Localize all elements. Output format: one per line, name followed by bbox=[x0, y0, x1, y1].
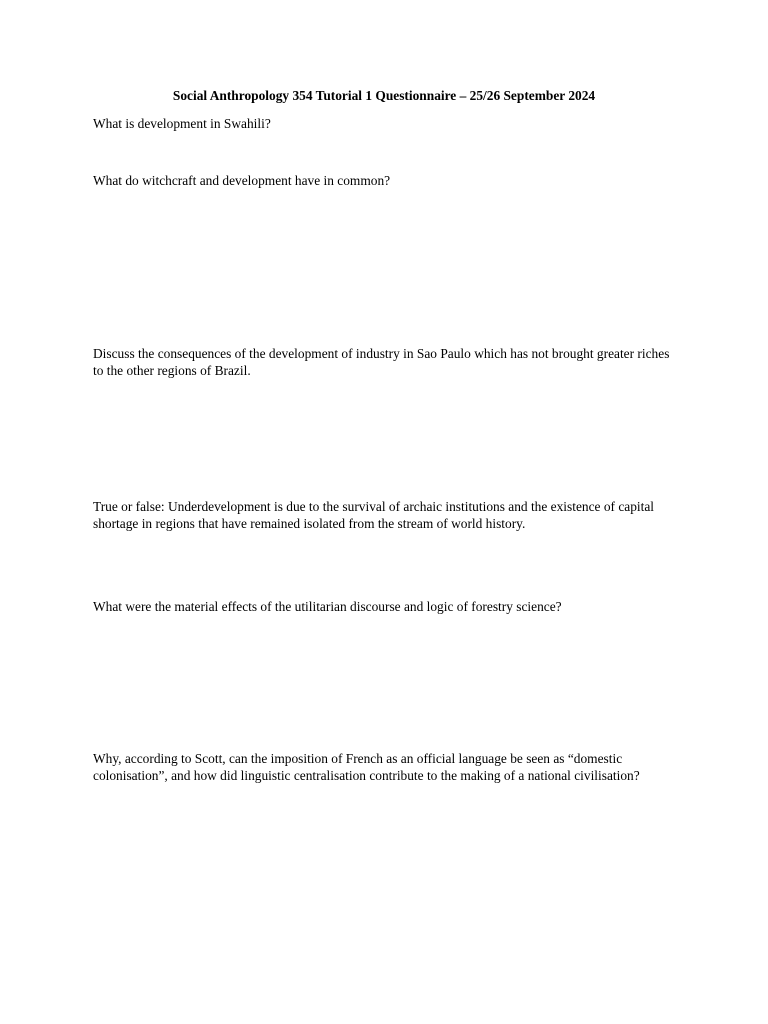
document-title: Social Anthropology 354 Tutorial 1 Questionnaire – 25/26 September 2024 bbox=[172, 88, 596, 103]
question-2: What do witchcraft and development have in common? bbox=[93, 173, 391, 188]
question-4: True or false: Underdevelopment is due to the survival of archaic institutions and the existence of capital shortage in regions that have remained isolated from the stream of world history. bbox=[93, 499, 655, 531]
question-3: Discuss the consequences of the development of industry in Sao Paulo which has not brought greater riches to the other regions of Brazil. bbox=[93, 346, 670, 378]
question-5: What were the material effects of the utilitarian discourse and logic of forestry science? bbox=[93, 599, 562, 614]
question-6: Why, according to Scott, can the imposition of French as an official language be seen as “domestic colonisation”, and how did linguistic centralisation contribute to the making of a national civilisation? bbox=[93, 751, 640, 783]
question-1: What is development in Swahili? bbox=[93, 116, 271, 131]
